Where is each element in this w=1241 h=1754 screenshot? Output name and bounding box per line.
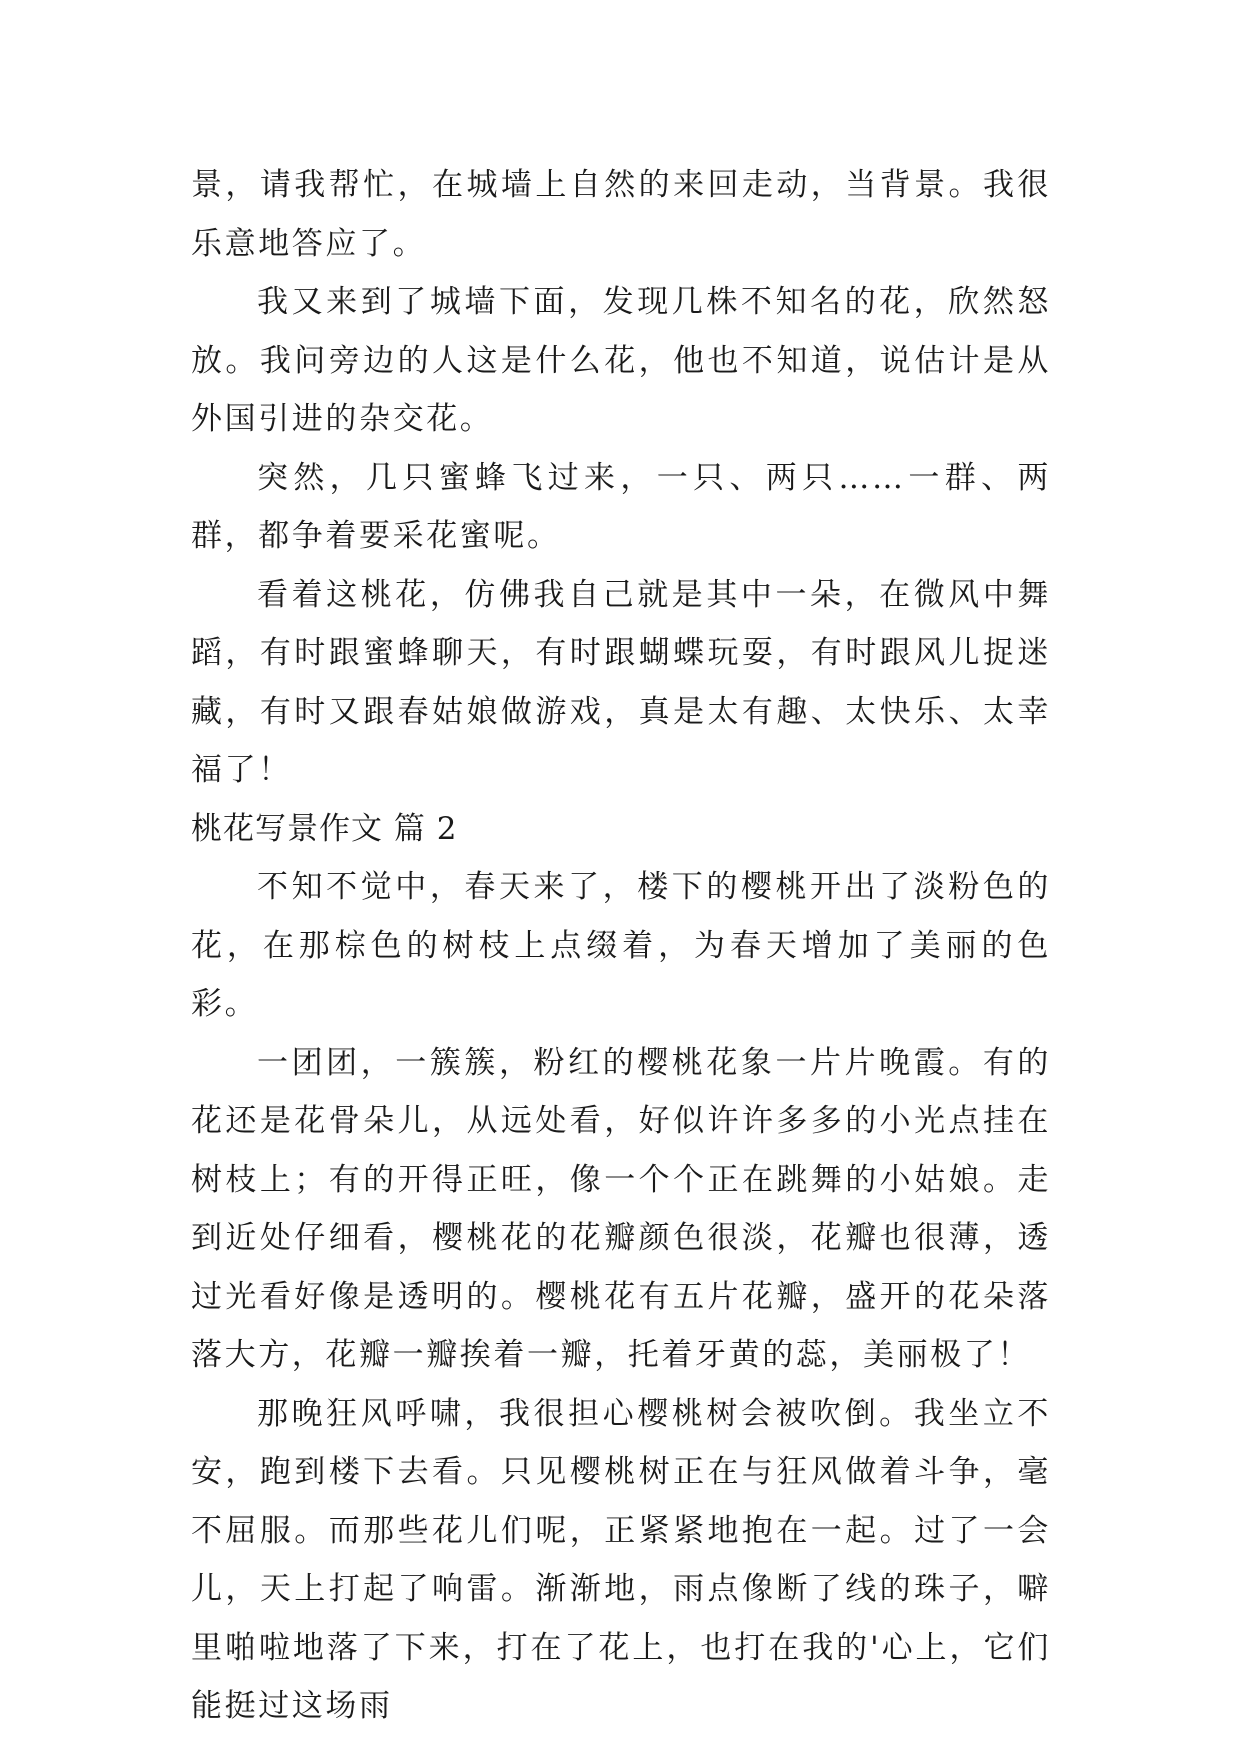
paragraph-3: 突然，几只蜜蜂飞过来，一只、两只……一群、两群，都争着要采花蜜呢。 (191, 459, 1051, 554)
section-heading: 桃花写景作文 篇 2 (191, 810, 458, 847)
document-body (191, 156, 1051, 1736)
paragraph-5: 不知不觉中，春天来了，楼下的樱桃开出了淡粉色的花，在那棕色的树枝上点缀着，为春天增加了美丽的色彩。 (191, 869, 1051, 1022)
paragraph-1: 景，请我帮忙，在城墙上自然的来回走动，当背景。我很乐意地答应了。 (191, 167, 1051, 262)
paragraph-4: 看着这桃花，仿佛我自己就是其中一朵，在微风中舞蹈，有时跟蜜蜂聊天，有时跟蝴蝶玩耍，有时跟风儿捉迷藏，有时又跟春姑娘做游戏，真是太有趣、太快乐、太幸福了！ (191, 576, 1051, 788)
paragraph-2: 我又来到了城墙下面，发现几株不知名的花，欣然怒放。我问旁边的人这是什么花，他也不知道，说估计是从外国引进的杂交花。 (191, 284, 1051, 437)
paragraph-6: 一团团，一簇簇，粉红的樱桃花象一片片晚霞。有的花还是花骨朵儿，从远处看，好似许许多多的小光点挂在树枝上；有的开得正旺，像一个个正在跳舞的小姑娘。走到近处仔细看，樱桃花的花瓣颜色很淡，花瓣也很薄，透过光看好像是透明的。樱桃花有五片花瓣，盛开的花朵落落大方，花瓣一瓣挨着一瓣，托着牙黄的蕊，美丽极了！ (191, 1044, 1051, 1373)
paragraph-7: 那晚狂风呼啸，我很担心樱桃树会被吹倒。我坐立不安，跑到楼下去看。只见樱桃树正在与狂风做着斗争，毫不屈服。而那些花儿们呢，正紧紧地抱在一起。过了一会儿，天上打起了响雷。渐渐地，雨点像断了线的珠子，噼里啪啦地落了下来，打在了花上，也打在我的'心上，它们能挺过这场雨 (191, 1395, 1051, 1724)
